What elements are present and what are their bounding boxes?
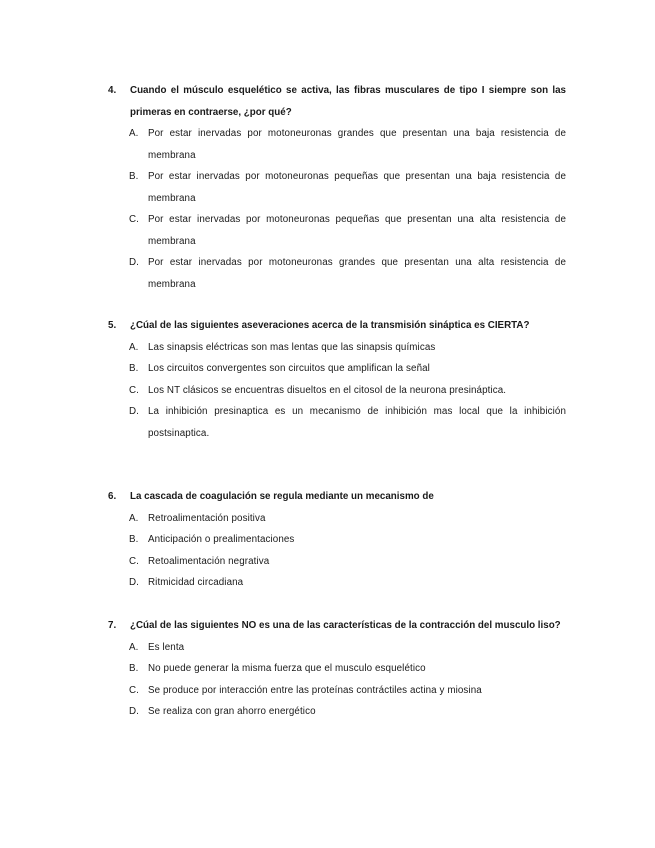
option-letter: C. [129,214,139,225]
option-text: Anticipación o prealimentaciones [148,534,295,545]
option-letter: D. [129,577,139,588]
answer-option [108,508,566,530]
option-text: Se realiza con gran ahorro energético [148,706,316,717]
answer-option [108,252,566,295]
option-letter: C. [129,384,139,396]
option-text: La inhibición presinaptica es un mecanismo de inhibición mas local que la inhibición postsinaptica. [148,406,566,439]
option-text: Por estar inervadas por motoneuronas grandes que presentan una alta resistencia de membrana [148,257,566,290]
question-text: ¿Cúal de las siguientes NO es una de las características de la contracción del musculo liso? [130,620,561,631]
option-letter: A. [129,512,139,524]
answer-option [108,572,566,594]
question-4 [108,80,566,295]
option-letter: B. [129,534,139,545]
option-text: Retroalimentación positiva [148,512,266,524]
option-text: Por estar inervadas por motoneuronas pequeñas que presentan una alta resistencia de membrana [148,214,566,247]
option-text: No puede generar la misma fuerza que el musculo esquelético [148,663,426,674]
option-letter: D. [129,257,139,268]
option-text: Por estar inervadas por motoneuronas pequeñas que presentan una baja resistencia de membrana [148,171,566,204]
answer-option [108,529,566,551]
option-letter: C. [129,555,139,567]
question-number: 6. [108,491,117,502]
option-letter: B. [129,171,139,182]
question-stem [108,486,566,508]
answer-option [108,551,566,573]
answer-option [108,401,566,444]
question-number: 7. [108,620,117,631]
answer-option [108,337,566,359]
answer-option [108,658,566,680]
question-stem [108,80,566,123]
question-number: 4. [108,85,117,96]
question-stem [108,315,566,337]
question-6 [108,486,566,594]
option-letter: D. [129,406,139,417]
answer-option [108,123,566,166]
option-text: Retoalimentación negrativa [148,555,270,567]
option-text: Por estar inervadas por motoneuronas grandes que presentan una baja resistencia de membrana [148,128,566,161]
option-text: Es lenta [148,641,185,653]
answer-option [108,680,566,702]
answer-option [108,209,566,252]
option-letter: C. [129,684,139,696]
answer-option [108,380,566,402]
answer-option [108,701,566,723]
question-number: 5. [108,320,117,331]
option-letter: A. [129,341,139,353]
answer-option [108,166,566,209]
option-letter: A. [129,128,139,139]
option-text: Los NT clásicos se encuentras disueltos en el citosol de la neurona presináptica. [148,384,507,396]
option-text: Las sinapsis eléctricas son mas lentas que las sinapsis químicas [148,341,436,353]
question-stem [108,615,566,637]
option-letter: B. [129,663,139,674]
question-5 [108,315,566,444]
question-text: La cascada de coagulación se regula mediante un mecanismo de [130,491,434,502]
option-text: Se produce por interacción entre las proteínas contráctiles actina y miosina [148,684,482,696]
question-text: ¿Cúal de las siguientes aseveraciones acerca de la transmisión sináptica es CIERTA? [130,320,530,331]
option-letter: A. [129,641,139,653]
option-text: Los circuitos convergentes son circuitos que amplifican la señal [148,363,430,374]
answer-option [108,637,566,659]
question-text: Cuando el músculo esquelético se activa, las fibras musculares de tipo I siempre son las primeras en contraerse, ¿por qué? [130,85,566,118]
option-letter: D. [129,706,139,717]
answer-option [108,358,566,380]
question-7 [108,615,566,723]
option-letter: B. [129,363,139,374]
option-text: Ritmicidad circadiana [148,577,244,588]
